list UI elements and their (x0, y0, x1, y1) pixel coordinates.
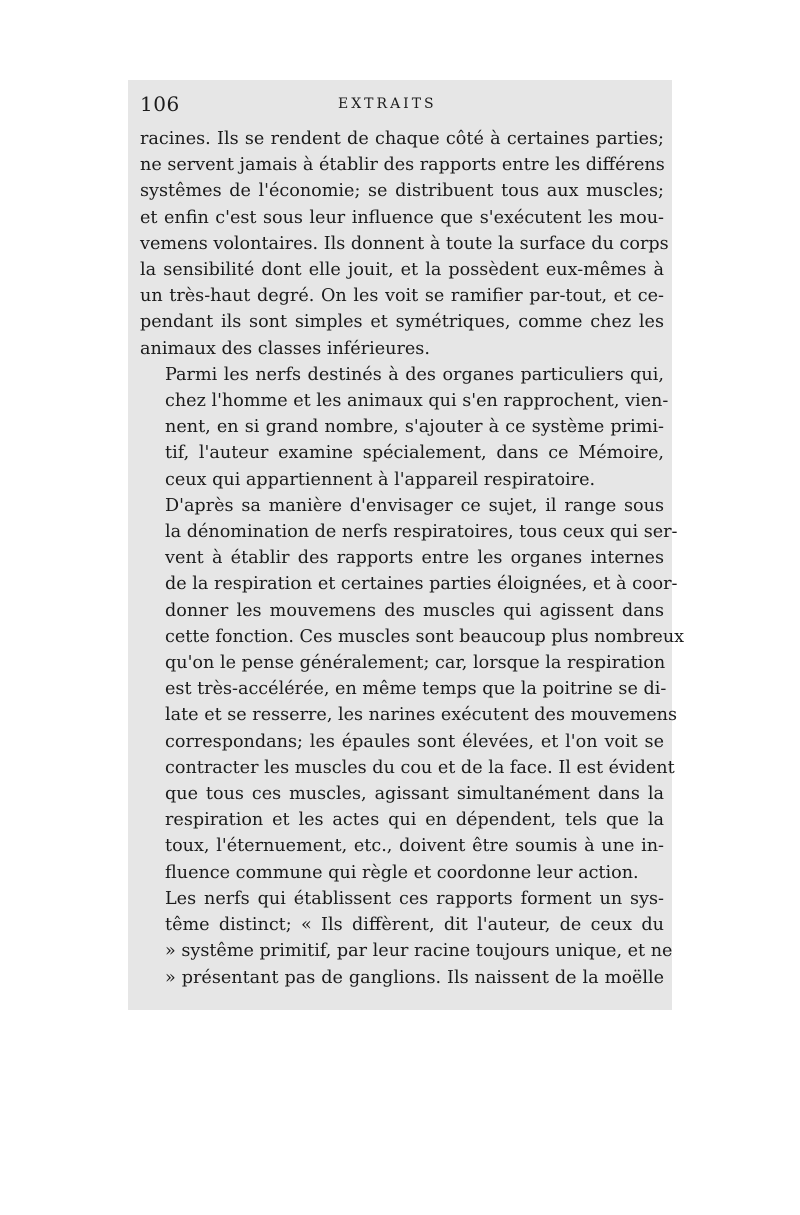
paragraph-4 (140, 886, 673, 991)
text-line: ceux qui appartiennent à l'appareil respiratoire. (165, 469, 596, 490)
text-line: ne servent jamais à établir des rapports entre les différens (140, 155, 665, 176)
text-line: de la respiration et certaines parties éloignées, et à coor- (165, 574, 678, 595)
text-line: animaux des classes inférieures. (140, 338, 430, 359)
section-title: EXTRAITS (338, 96, 437, 112)
text-line: fluence commune qui règle et coordonne leur action. (165, 862, 639, 883)
text-line: Parmi les nerfs destinés à des organes particuliers qui, (165, 364, 664, 385)
text-line: vemens volontaires. Ils donnent à toute la surface du corps (140, 233, 669, 254)
text-line: vent à établir des rapports entre les organes internes (165, 548, 664, 569)
text-line: tif, l'auteur examine spécialement, dans ce Mémoire, (165, 443, 664, 464)
text-line: cette fonction. Ces muscles sont beaucoup plus nombreux (165, 626, 685, 647)
text-line: et enfin c'est sous leur influence que s'exécutent les mou- (140, 207, 664, 228)
text-line: respiration et les actes qui en dépendent, tels que la (165, 810, 664, 831)
text-line: racines. Ils se rendent de chaque côté à certaines parties; (140, 129, 664, 149)
text-line: tême distinct; « Ils diffèrent, dit l'auteur, de ceux du (165, 915, 664, 936)
text-line: la sensibilité dont elle jouit, et la possèdent eux-mêmes à (140, 260, 664, 281)
text-line: systêmes de l'économie; se distribuent tous aux muscles; (140, 181, 664, 202)
running-head (140, 92, 660, 122)
text-line: D'après sa manière d'envisager ce sujet, il range sous (165, 495, 664, 516)
text-body (140, 126, 685, 991)
text-line: la dénomination de nerfs respiratoires, tous ceux qui ser- (165, 522, 678, 543)
text-line: donner les mouvemens des muscles qui agissent dans (165, 600, 664, 621)
text-line: correspondans; les épaules sont élevées, et l'on voit se (165, 731, 664, 752)
text-line: que tous ces muscles, agissant simultanément dans la (165, 784, 664, 805)
text-line: chez l'homme et les animaux qui s'en rapprochent, vien- (165, 391, 669, 412)
page-number: 106 (140, 92, 180, 116)
paragraph-1 (140, 126, 669, 362)
text-line: un très-haut degré. On les voit se ramifier par-tout, et ce- (140, 286, 664, 307)
text-line: » systême primitif, par leur racine toujours unique, et ne (165, 941, 673, 962)
text-line: toux, l'éternuement, etc., doivent être soumis à une in- (165, 836, 664, 857)
text-line: Les nerfs qui établissent ces rapports forment un sys- (165, 888, 664, 909)
text-line: » présentant pas de ganglions. Ils naissent de la moëlle (165, 967, 664, 988)
paragraph-2 (140, 362, 669, 493)
text-line: qu'on le pense généralement; car, lorsque la respiration (165, 653, 666, 674)
text-line: est très-accélérée, en même temps que la poitrine se di- (165, 679, 667, 700)
text-line: pendant ils sont simples et symétriques, comme chez les (140, 312, 664, 333)
text-line: contracter les muscles du cou et de la face. Il est évident (165, 757, 675, 778)
paragraph-3 (140, 493, 685, 886)
text-line: late et se resserre, les narines exécutent des mouvemens (165, 705, 678, 726)
text-line: nent, en si grand nombre, s'ajouter à ce système primi- (165, 417, 664, 438)
